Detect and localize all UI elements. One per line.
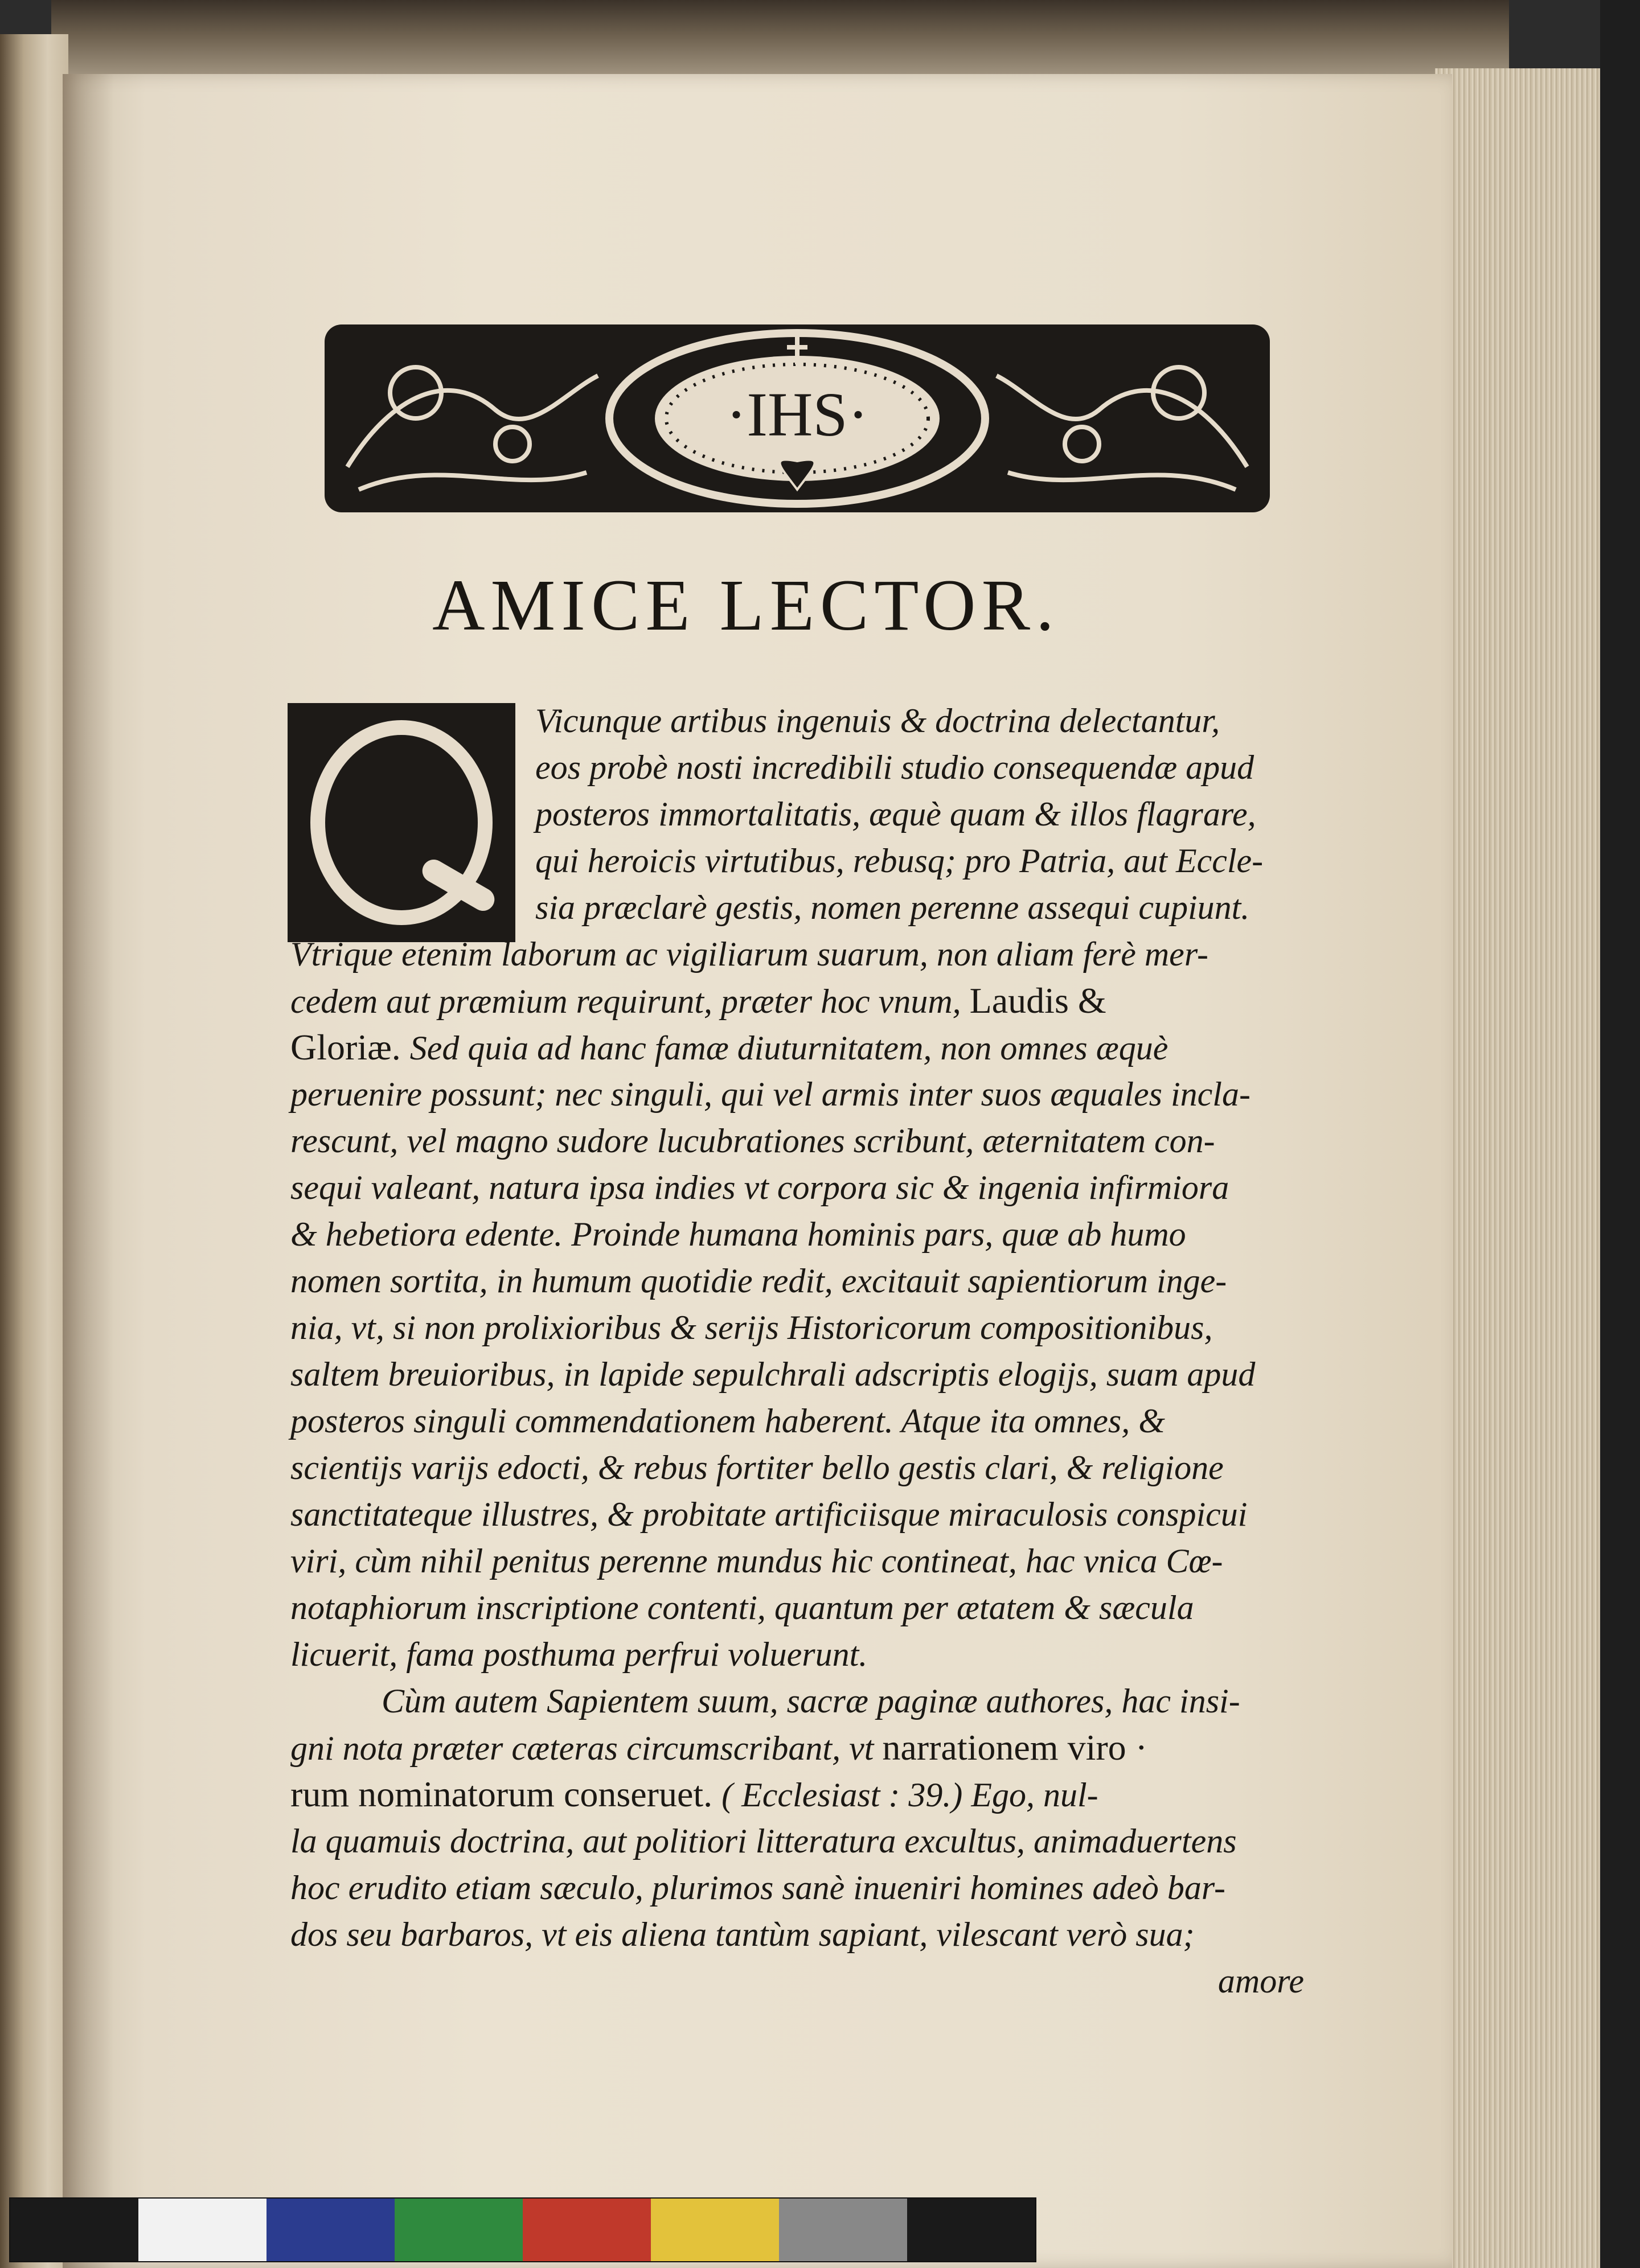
italic-text: licuerit, fama posthuma perfrui voluerunt.: [290, 1636, 868, 1673]
italic-text: nomen sortita, in humum quotidie redit, excitauit sapientiorum inge-: [290, 1262, 1227, 1300]
italic-text: scientijs varijs edocti, & rebus fortiter bello gestis clari, & religione: [290, 1449, 1224, 1486]
text-line: [290, 1818, 1304, 1864]
text-line: [290, 1724, 1304, 1771]
italic-text: Sed quia ad hanc famæ diuturnitatem, non omnes æquè: [409, 1029, 1168, 1067]
text-line: [290, 791, 1304, 837]
text-line: [290, 1491, 1304, 1538]
page-title: AMICE LECTOR.: [432, 565, 1060, 646]
text-line: [290, 1584, 1304, 1631]
italic-text: notaphiorum inscriptione contenti, quantum per ætatem & sæcula: [290, 1589, 1194, 1626]
italic-text: amore: [1217, 1962, 1304, 2000]
text-line: [290, 1304, 1304, 1351]
italic-text: ( Ecclesiast : 39.) Ego, nul-: [721, 1776, 1098, 1814]
italic-text: Cùm autem Sapientem suum, sacræ paginæ authores, hac insi-: [382, 1682, 1240, 1720]
text-line: [290, 1211, 1304, 1258]
roman-text: Laudis &: [969, 980, 1106, 1021]
text-line: [290, 1024, 1304, 1071]
text-line: [290, 1864, 1304, 1911]
italic-text: & hebetiora edente. Proinde humana hominis pars, quæ ab humo: [290, 1215, 1186, 1253]
roman-text: rum nominatorum conseruet.: [290, 1774, 722, 1814]
page-stack-edge: [1435, 68, 1600, 2268]
ornamental-headpiece: [325, 324, 1270, 512]
text-line: [290, 1444, 1304, 1491]
text-line: [290, 1678, 1304, 1724]
text-line: [290, 1538, 1304, 1584]
italic-text: nia, vt, si non prolixioribus & serijs Historicorum compositionibus,: [290, 1309, 1213, 1346]
italic-text: sanctitateque illustres, & probitate artificiisque miraculosis conspicui: [290, 1495, 1248, 1533]
text-line: [290, 1398, 1304, 1444]
text-line: [290, 1117, 1304, 1164]
text-line: [290, 837, 1304, 884]
text-line: [290, 931, 1304, 977]
text-line: [290, 1911, 1304, 1958]
italic-text: eos probè nosti incredibili studio consequendæ apud: [535, 749, 1254, 786]
book-page: [63, 74, 1452, 2268]
italic-text: posteros singuli commendationem haberent. Atque ita omnes, &: [290, 1402, 1165, 1440]
italic-text: posteros immortalitatis, æquè quam & illos flagrare,: [535, 795, 1256, 833]
italic-text: peruenire possunt; nec singuli, qui vel armis inter suos æquales incla-: [290, 1075, 1250, 1113]
text-line: [290, 977, 1304, 1024]
text-line: [290, 1258, 1304, 1304]
ihs-monogram: ·IHS·: [725, 380, 869, 449]
italic-text: dos seu barbaros, vt eis aliena tantùm sapiant, vilescant verò sua;: [290, 1916, 1195, 1953]
text-line: [290, 1771, 1304, 1818]
text-line: [290, 1071, 1304, 1117]
italic-text: qui heroicis virtutibus, rebusq; pro Patria, aut Eccle-: [535, 842, 1264, 880]
italic-text: saltem breuioribus, in lapide sepulchrali adscriptis elogijs, suam apud: [290, 1355, 1256, 1393]
body-text: [290, 697, 1304, 2004]
background-strip: [1600, 0, 1640, 2268]
text-line: [290, 744, 1304, 791]
italic-text: sequi valeant, natura ipsa indies vt corpora sic & ingenia infirmiora: [290, 1169, 1229, 1206]
book-spine-edge: [0, 34, 68, 2268]
text-line: [290, 1164, 1304, 1211]
italic-text: Vicunque artibus ingenuis & doctrina delectantur,: [535, 702, 1220, 739]
book-head-edge: [51, 0, 1509, 80]
text-line: [290, 1631, 1304, 1678]
italic-text: sia præclarè gestis, nomen perenne assequi cupiunt.: [535, 889, 1250, 926]
roman-text: narrationem viro ·: [882, 1727, 1147, 1768]
color-calibration-strip: [9, 2197, 1036, 2262]
italic-text: hoc erudito etiam sæculo, plurimos sanè inueniri homines adeò bar-: [290, 1869, 1226, 1907]
text-line: [290, 884, 1304, 931]
italic-text: gni nota præter cæteras circumscribant, vt: [290, 1729, 883, 1767]
gutter-shadow: [63, 74, 114, 2268]
italic-text: viri, cùm nihil penitus perenne mundus hic contineat, hac vnica Cœ-: [290, 1542, 1223, 1580]
italic-text: Vtrique etenim laborum ac vigiliarum suarum, non aliam ferè mer-: [290, 935, 1208, 973]
italic-text: rescunt, vel magno sudore lucubrationes scribunt, æternitatem con-: [290, 1122, 1215, 1160]
text-line: [290, 1958, 1304, 2004]
roman-text: Gloriæ.: [290, 1027, 410, 1067]
text-line: [290, 1351, 1304, 1398]
text-line: [290, 697, 1304, 744]
italic-text: cedem aut præmium requirunt, præter hoc vnum,: [290, 983, 970, 1020]
headpiece-ornament-icon: [325, 324, 1270, 512]
italic-text: la quamuis doctrina, aut politiori litteratura excultus, animaduertens: [290, 1822, 1237, 1860]
